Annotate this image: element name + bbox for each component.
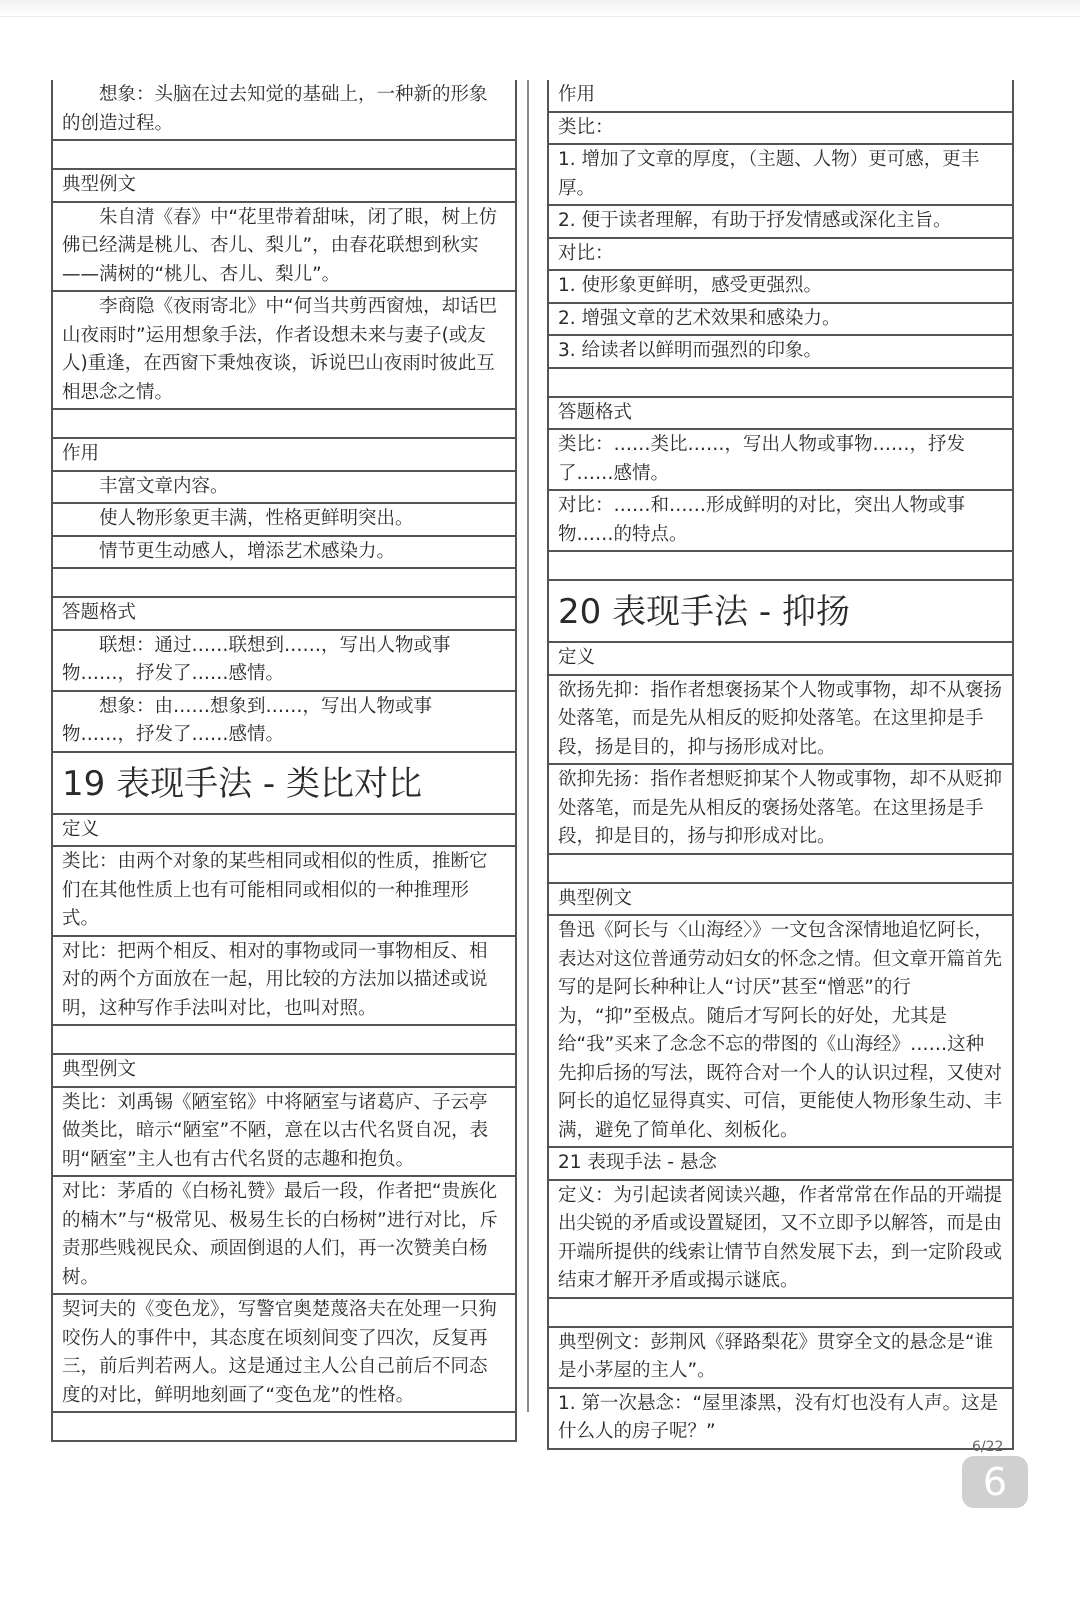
text-row: 使人物形象更丰满，性格更鲜明突出。 xyxy=(53,504,515,537)
text-row: 对比：把两个相反、相对的事物或同一事物相反、相对的两个方面放在一起，用比较的方法加以描述或说明，这种写作手法叫对比，也叫对照。 xyxy=(53,937,515,1027)
text-row: 类比：刘禹锡《陋室铭》中将陋室与诸葛庐、子云亭做类比，暗示“陋室”不陋，意在以古代名贤自况，表明“陋室”主人也有古代名贤的志趣和抱负。 xyxy=(53,1088,515,1178)
blank-row xyxy=(549,1299,1012,1328)
blank-row xyxy=(53,1026,515,1055)
text-row: 定义 xyxy=(549,643,1012,676)
text-row: 想象：头脑在过去知觉的基础上，一种新的形象的创造过程。 xyxy=(53,80,515,141)
left-column xyxy=(51,80,517,1442)
text-row: 李商隐《夜雨寄北》中“何当共剪西窗烛，却话巴山夜雨时”运用想象手法，作者设想未来与妻子(或友人)重逢，在西窗下秉烛夜谈，诉说巴山夜雨时彼此互相思念之情。 xyxy=(53,292,515,410)
blank-row xyxy=(53,410,515,439)
text-row: 典型例文：彭荆风《驿路梨花》贯穿全文的悬念是“谁是小茅屋的主人”。 xyxy=(549,1328,1012,1389)
text-row: 定义：为引起读者阅读兴趣，作者常常在作品的开端提出尖锐的矛盾或设置疑团，又不立即予以解答，而是由开端所提供的线索让情节自然发展下去，到一定阶段或结束才解开矛盾或揭示谜底。 xyxy=(549,1181,1012,1299)
text-row: 对比：……和……形成鲜明的对比，突出人物或事物……的特点。 xyxy=(549,491,1012,552)
text-row: 情节更生动感人，增添艺术感染力。 xyxy=(53,537,515,570)
text-row: 类比： xyxy=(549,113,1012,146)
section-heading: 19 表现手法 - 类比对比 xyxy=(53,753,515,815)
text-row: 定义 xyxy=(53,815,515,848)
text-row: 作用 xyxy=(53,439,515,472)
text-row: 答题格式 xyxy=(53,598,515,631)
text-row: 契诃夫的《变色龙》，写警官奥楚蔑洛夫在处理一只狗咬伤人的事件中，其态度在顷刻间变了四次，反复再三，前后判若两人。这是通过主人公自己前后不同态度的对比，鲜明地刻画了“变色龙”的性格。 xyxy=(53,1295,515,1413)
blank-row xyxy=(549,552,1012,581)
blank-row xyxy=(549,855,1012,884)
text-row: 类比：由两个对象的某些相同或相似的性质，推断它们在其他性质上也有可能相同或相似的一种推理形式。 xyxy=(53,847,515,937)
text-row: 1. 增加了文章的厚度，（主题、人物）更可感，更丰厚。 xyxy=(549,145,1012,206)
text-row: 答题格式 xyxy=(549,398,1012,431)
text-row: 典型例文 xyxy=(53,170,515,203)
text-row: 类比：……类比……，写出人物或事物……，抒发了……感情。 xyxy=(549,430,1012,491)
text-row: 对比：茅盾的《白杨礼赞》最后一段，作者把“贵族化的楠木”与“极常见、极易生长的白杨树”进行对比，斥责那些贱视民众、顽固倒退的人们，再一次赞美白杨树。 xyxy=(53,1177,515,1295)
text-row: 1. 第一次悬念：“屋里漆黑，没有灯也没有人声。这是什么人的房子呢？” xyxy=(549,1389,1012,1450)
page-number-badge[interactable]: 6 xyxy=(962,1456,1028,1508)
blank-row xyxy=(53,1413,515,1442)
text-row: 2. 便于读者理解，有助于抒发情感或深化主旨。 xyxy=(549,206,1012,239)
text-row: 丰富文章内容。 xyxy=(53,472,515,505)
page-count: 6/22 xyxy=(972,1439,1004,1455)
text-row: 1. 使形象更鲜明，感受更强烈。 xyxy=(549,271,1012,304)
right-column xyxy=(547,80,1014,1450)
text-row: 典型例文 xyxy=(549,884,1012,917)
text-row: 想象：由……想象到……，写出人物或事物……，抒发了……感情。 xyxy=(53,692,515,753)
text-row: 21 表现手法 - 悬念 xyxy=(549,1148,1012,1181)
text-row: 鲁迅《阿长与〈山海经〉》一文包含深情地追忆阿长，表达对这位普通劳动妇女的怀念之情。但文章开篇首先写的是阿长种种让人“讨厌”甚至“憎恶”的行为，“抑”至极点。随后才写阿长的好处，尤其是给“我”买来了念念不忘的带图的《山海经》……这种先抑后扬的写法，既符合对一个人的认识过程，又使对阿长的追忆显得真实、可信，更能使人物形象生动、丰满，避免了简单化、刻板化。 xyxy=(549,916,1012,1148)
text-row: 作用 xyxy=(549,80,1012,113)
text-row: 联想：通过……联想到……，写出人物或事物……，抒发了……感情。 xyxy=(53,631,515,692)
section-heading: 20 表现手法 - 抑扬 xyxy=(549,581,1012,643)
text-row: 3. 给读者以鲜明而强烈的印象。 xyxy=(549,336,1012,369)
top-shade xyxy=(0,0,1080,17)
column-divider xyxy=(527,80,529,1412)
text-row: 欲抑先扬：指作者想贬抑某个人物或事物，却不从贬抑处落笔，而是先从相反的褒扬处落笔。在这里扬是手段，抑是目的，扬与抑形成对比。 xyxy=(549,765,1012,855)
text-row: 典型例文 xyxy=(53,1055,515,1088)
text-row: 对比： xyxy=(549,239,1012,272)
text-row: 朱自清《春》中“花里带着甜味，闭了眼，树上仿佛已经满是桃儿、杏儿、梨儿”，由春花联想到秋实——满树的“桃儿、杏儿、梨儿”。 xyxy=(53,203,515,293)
blank-row xyxy=(549,369,1012,398)
text-row: 欲扬先抑：指作者想褒扬某个人物或事物，却不从褒扬处落笔，而是先从相反的贬抑处落笔。在这里抑是手段，扬是目的，抑与扬形成对比。 xyxy=(549,676,1012,766)
blank-row xyxy=(53,141,515,170)
text-row: 2. 增强文章的艺术效果和感染力。 xyxy=(549,304,1012,337)
blank-row xyxy=(53,569,515,598)
